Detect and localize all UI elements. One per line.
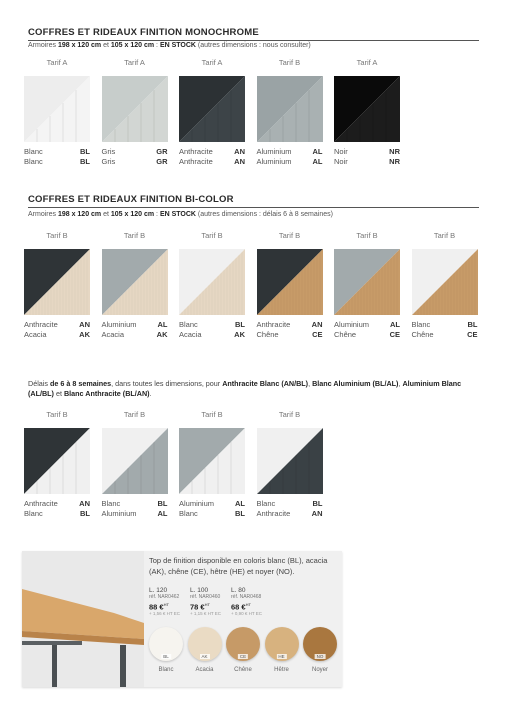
wood-finish-hetre (265, 627, 299, 673)
top-finish-text: Top de finition disponible en coloris blanc (BL), acacia (AK), chêne (CE), hêtre (HE) et noyer (NO). (149, 556, 328, 576)
wood-name: Noyer (311, 667, 328, 673)
finish-label-bottom: Acacia AK (24, 330, 90, 339)
finish-tile (102, 249, 168, 315)
swatch-gris-gris (101, 58, 168, 167)
finish-label-bottom: Blanc BL (24, 157, 90, 166)
tarif-label: Tarif B (433, 231, 456, 240)
swatch-blanc-acacia (179, 231, 245, 340)
tarif-label: Tarif B (356, 231, 378, 240)
finish-label-top: Blanc BL (411, 320, 478, 329)
tarif-label: Tarif A (201, 58, 223, 67)
finish-tile (412, 249, 478, 315)
tarif-label: Tarif B (201, 231, 223, 240)
finish-label-top: Anthracite AN (179, 147, 245, 156)
price-value: 68 €$^{HT}$ (231, 602, 251, 612)
finish-tile (102, 428, 168, 494)
finish-tile (179, 76, 245, 142)
price-value: 88 €$^{HT}$ (149, 602, 169, 612)
wood-name: Hêtre (274, 667, 289, 673)
tarif-label: Tarif B (46, 231, 68, 240)
finish-label-top: Aluminium AL (334, 320, 400, 329)
ref-label: réf. NAR0468 (231, 594, 262, 601)
finish-tile (334, 76, 400, 142)
swatch-blanc-chene (411, 231, 478, 340)
wood-disc (303, 627, 337, 661)
finish-label-bottom: Acacia AK (101, 330, 168, 339)
swatch-blanc-anthracite (256, 410, 323, 519)
section-title-bicolor: COFFRES ET RIDEAUX FINITION BI-COLOR (28, 194, 479, 208)
swatch-aluminium-blanc (179, 410, 245, 519)
wood-disc (149, 627, 183, 661)
finish-label-bottom: Chêne CE (411, 330, 478, 339)
finish-tile (24, 249, 90, 315)
swatch-aluminium-chene (334, 231, 400, 340)
finish-label-bottom: Gris GR (101, 157, 168, 166)
price-column (231, 588, 281, 617)
tarif-label: Tarif B (201, 410, 223, 419)
swatch-anthracite-blanc (24, 410, 90, 519)
wood-code: AK (201, 654, 208, 659)
swatch-noir-noir (334, 58, 400, 167)
tarif-label: Tarif B (46, 410, 68, 419)
tarif-label: Tarif B (278, 58, 301, 67)
swatch-anthracite-acacia (24, 231, 90, 340)
finish-label-top: Blanc BL (256, 499, 323, 508)
wood-code: NO (316, 654, 324, 659)
wood-finish-blanc (149, 627, 183, 673)
finish-label-top: Gris GR (101, 147, 168, 156)
wood-name: Chêne (234, 667, 252, 673)
length-label: L. 100 (190, 587, 209, 594)
wood-disc (188, 627, 222, 661)
finish-tile (179, 249, 245, 315)
wood-disc (226, 627, 260, 661)
ref-label: réf. NAR0460 (190, 594, 221, 601)
tarif-label: Tarif B (278, 231, 301, 240)
finish-label-bottom: Anthracite AN (179, 157, 245, 166)
length-label: L. 80 (231, 587, 246, 594)
finish-label-top: Noir NR (334, 147, 400, 156)
finish-tile (24, 76, 90, 142)
finish-label-bottom: Aluminium AL (101, 509, 168, 518)
top-finish-box (22, 551, 342, 687)
finish-label-top: Aluminium AL (101, 320, 168, 329)
finish-label-top: Aluminium AL (256, 147, 323, 156)
wood-finish-acacia (188, 627, 222, 673)
price-value: 78 €$^{HT}$ (190, 602, 210, 612)
wood-finish-noyer (303, 627, 337, 673)
wood-finish-chene (226, 627, 260, 673)
tarif-label: Tarif A (356, 58, 378, 67)
tarif-label: Tarif A (124, 58, 145, 67)
desk-illustration (22, 551, 144, 687)
swatch-anthracite-anthracite (179, 58, 245, 167)
finish-label-bottom: Anthracite AN (256, 509, 323, 518)
wood-name: Acacia (195, 667, 214, 673)
wood-name: Blanc (158, 667, 174, 673)
finish-tile (102, 76, 168, 142)
tarif-label: Tarif B (123, 410, 146, 419)
finish-label-top: Blanc BL (101, 499, 168, 508)
wood-code: BL (163, 654, 169, 659)
length-label: L. 120 (149, 587, 168, 594)
finish-tile (24, 428, 90, 494)
finish-label-bottom: Chêne CE (334, 330, 400, 339)
finish-tile (257, 76, 323, 142)
finish-label-bottom: Blanc BL (24, 509, 90, 518)
eco-tax-label: + 0,90 € HT EC (231, 611, 263, 617)
swatch-aluminium-aluminium (256, 58, 323, 167)
wood-code: HE (278, 654, 285, 659)
finish-tile (257, 249, 323, 315)
finish-tile (179, 428, 245, 494)
swatch-aluminium-acacia (101, 231, 168, 340)
wood-code: CE (239, 654, 247, 659)
finish-tile (257, 428, 323, 494)
swatch-blanc-aluminium (101, 410, 168, 519)
finish-tile (334, 249, 400, 315)
finish-label-top: Anthracite AN (24, 499, 90, 508)
swatch-anthracite-chene (256, 231, 323, 340)
finish-label-top: Blanc BL (179, 320, 245, 329)
wood-disc (265, 627, 299, 661)
finish-label-top: Aluminium AL (179, 499, 245, 508)
finish-label-top: Anthracite AN (24, 320, 90, 329)
finish-label-bottom: Chêne CE (256, 330, 323, 339)
finish-label-top: Blanc BL (24, 147, 90, 156)
tarif-label: Tarif A (46, 58, 68, 67)
section-subtitle-bicolor: Armoires 198 x 120 cm et 105 x 120 cm : EN STOCK (autres dimensions : délais 6 à 8 semaines) (28, 211, 333, 218)
section-subtitle-monochrome: Armoires 198 x 120 cm et 105 x 120 cm : EN STOCK (autres dimensions : nous consulter) (28, 42, 311, 49)
eco-tax-label: + 1,56 € HT EC (149, 611, 181, 617)
finish-label-bottom: Aluminium AL (256, 157, 323, 166)
ref-label: réf. NAR0462 (149, 594, 180, 601)
finish-label-top: Anthracite AN (256, 320, 323, 329)
section-title-monochrome: COFFRES ET RIDEAUX FINITION MONOCHROME (28, 27, 479, 41)
tarif-label: Tarif B (278, 410, 301, 419)
swatch-blanc-blanc (24, 58, 90, 167)
finish-label-bottom: Acacia AK (179, 330, 245, 339)
delivery-note: Délais de 6 à 8 semaines, dans toutes les dimensions, pour Anthracite Blanc (AN/BL), Blanc Aluminium (BL/AL), Aluminium Blanc (AL/BL) et Blanc Anthracite (BL/AN). (28, 379, 462, 398)
finish-label-bottom: Noir NR (334, 157, 400, 166)
tarif-label: Tarif B (123, 231, 146, 240)
eco-tax-label: + 1,15 € HT EC (190, 611, 222, 617)
finish-label-bottom: Blanc BL (179, 509, 245, 518)
